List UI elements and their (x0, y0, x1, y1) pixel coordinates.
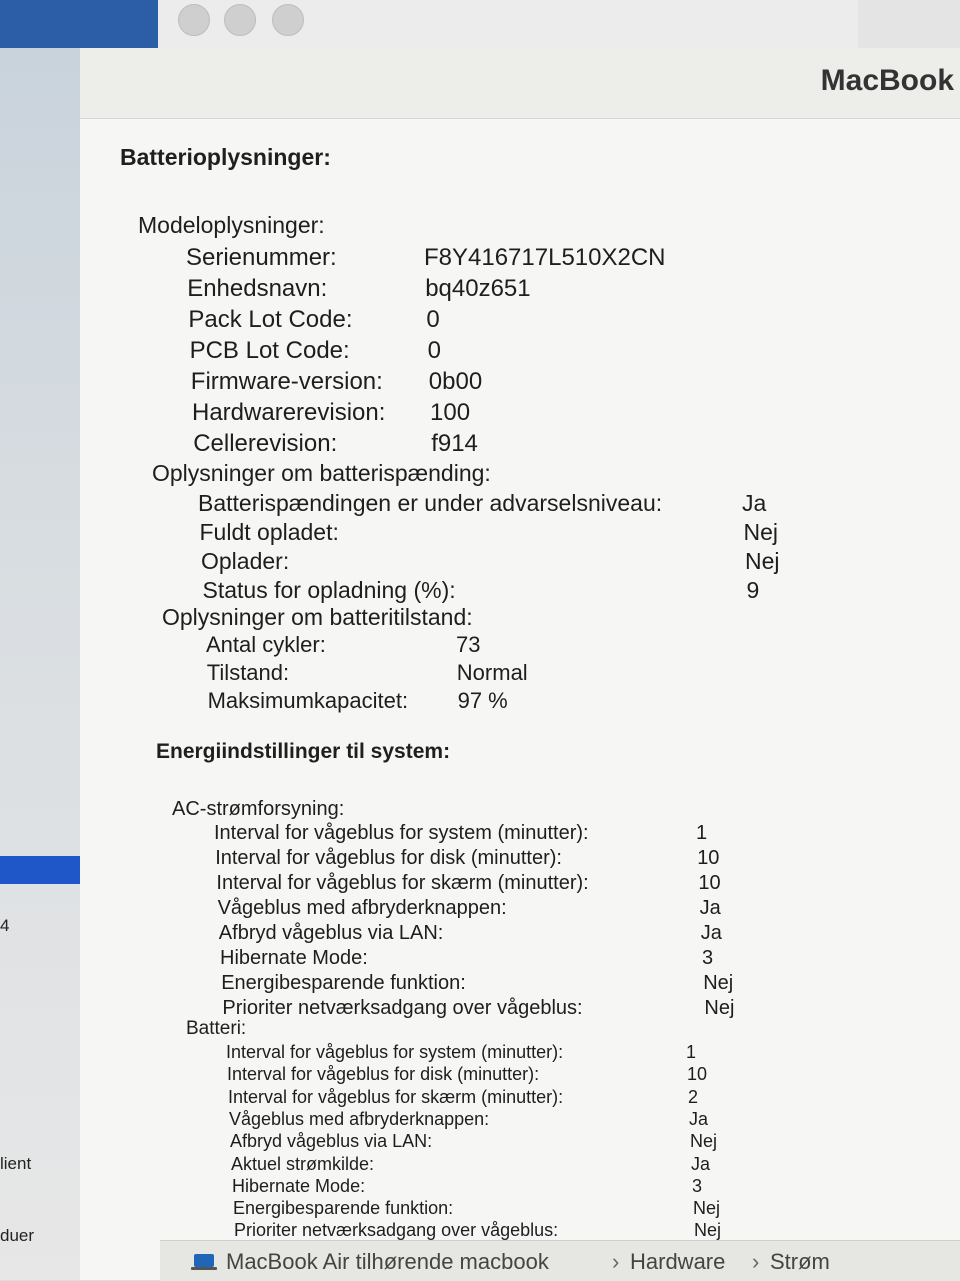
info-row-key: Batterispændingen er under advarselsniveau: (198, 490, 663, 516)
info-row-key: PCB Lot Code: (189, 337, 350, 364)
breadcrumb-separator: › (612, 1249, 620, 1274)
laptop-icon (194, 1254, 214, 1267)
info-row-key: Aktuel strømkilde: (231, 1153, 375, 1174)
info-row-key: Energibesparende funktion: (221, 972, 466, 994)
info-row-value: 10 (687, 1064, 708, 1085)
background-window-right (858, 0, 960, 48)
info-row-value: Ja (689, 1108, 709, 1129)
title-bar (158, 0, 858, 48)
info-row-key: Vågeblus med afbryderknappen: (229, 1108, 490, 1129)
main-panel (80, 48, 960, 1280)
info-row-value: 97 % (457, 688, 508, 713)
sidebar-fragment[interactable]: 4 (0, 916, 10, 935)
info-row-value: 100 (430, 399, 471, 426)
info-row-key: Tilstand: (206, 660, 290, 685)
info-row-key: Energibesparende funktion: (233, 1198, 454, 1219)
breadcrumb-separator: › (752, 1249, 760, 1274)
breadcrumb-item-device[interactable]: MacBook Air tilhørende macbook (226, 1249, 549, 1274)
info-row-key: Hibernate Mode: (220, 947, 368, 969)
info-row-value: 1 (686, 1042, 697, 1062)
info-row-key: Hardwarerevision: (192, 399, 386, 426)
info-row-key: Interval for vågeblus for disk (minutter): (227, 1064, 540, 1085)
info-row-key: Firmware-version: (190, 368, 383, 395)
info-row-key: Fuldt opladet: (199, 519, 339, 545)
info-row-value: 3 (692, 1175, 703, 1196)
info-row-key: Interval for vågeblus for skærm (minutter): (228, 1086, 564, 1107)
close-button[interactable] (178, 4, 210, 36)
info-row-value: 0b00 (428, 368, 483, 395)
battery-info-title: Batterioplysninger: (120, 144, 331, 170)
info-row-key: Vågeblus med afbryderknappen: (217, 897, 507, 919)
window-top-strip (0, 0, 960, 48)
breadcrumb-item-hardware[interactable]: Hardware (630, 1249, 726, 1274)
info-row-value: 2 (688, 1086, 699, 1107)
info-row-value: 9 (746, 577, 760, 603)
energy-settings-title: Energiindstillinger til system: (156, 740, 451, 763)
path-bar (160, 1240, 960, 1281)
breadcrumb-item-power[interactable]: Strøm (770, 1249, 830, 1274)
info-row-key: Prioriter netværksadgang over vågeblus: (234, 1220, 559, 1241)
info-row-value: 10 (698, 872, 721, 894)
info-row-key: Interval for vågeblus for disk (minutter): (215, 847, 562, 869)
info-row-value: 0 (426, 306, 440, 333)
info-row-value: Nej (690, 1131, 718, 1152)
info-row-key: Cellerevision: (193, 430, 338, 457)
ac-power-label: AC-strømforsyning: (172, 798, 345, 820)
info-row-value: Nej (745, 548, 780, 574)
info-row-key: Oplader: (201, 548, 290, 574)
info-row-value: Ja (691, 1153, 711, 1174)
info-row-value: Normal (456, 660, 528, 685)
sidebar (0, 48, 80, 1280)
info-row-key: Interval for vågeblus for skærm (minutter): (216, 872, 589, 894)
info-row-value: 73 (456, 632, 481, 657)
info-row-key: Maksimumkapacitet: (207, 688, 409, 713)
health-info-label: Oplysninger om batteritilstand: (162, 604, 473, 630)
info-row-value: 0 (427, 337, 441, 364)
info-row-value: Ja (742, 490, 767, 516)
info-row-value: 1 (696, 822, 708, 844)
battery-power-label: Batteri: (186, 1018, 247, 1039)
info-row-key: Serienummer: (186, 244, 337, 271)
minimize-button[interactable] (224, 4, 256, 36)
info-row-value: f914 (431, 430, 478, 457)
info-row-key: Afbryd vågeblus via LAN: (218, 922, 444, 944)
info-row-value: 3 (702, 947, 714, 969)
sidebar-fragment[interactable]: lient (0, 1154, 32, 1173)
info-row-key: Enhedsnavn: (187, 275, 328, 302)
info-row-value: Ja (700, 922, 722, 944)
info-row-key: Antal cykler: (206, 632, 326, 657)
info-row-key: Prioriter netværksadgang over vågeblus: (222, 997, 583, 1019)
info-row-value: Nej (704, 997, 735, 1019)
sidebar-fragment[interactable]: duer (0, 1226, 35, 1245)
info-row-key: Hibernate Mode: (232, 1175, 366, 1196)
info-row-key: Pack Lot Code: (188, 306, 353, 333)
info-row-value: Nej (693, 1198, 721, 1219)
window-title: MacBook (820, 64, 954, 97)
info-row-value: F8Y416717L510X2CN (424, 244, 666, 271)
info-row-key: Interval for vågeblus for system (minutter): (214, 822, 589, 844)
info-row-value: 10 (697, 847, 720, 869)
info-row-value: Ja (699, 897, 721, 919)
panel-header (80, 48, 960, 119)
info-row-key: Status for opladning (%): (202, 577, 456, 603)
charge-info-label: Oplysninger om batterispænding: (152, 460, 491, 486)
info-row-key: Afbryd vågeblus via LAN: (230, 1131, 433, 1152)
info-row-value: Nej (694, 1220, 722, 1241)
info-content[interactable] (80, 118, 960, 1278)
zoom-button[interactable] (272, 4, 304, 36)
info-row-value: Nej (703, 972, 734, 994)
info-row-value: Nej (743, 519, 779, 545)
info-row-value: bq40z651 (425, 275, 531, 302)
info-row-key: Interval for vågeblus for system (minutter): (226, 1042, 564, 1062)
background-window (0, 0, 158, 48)
model-info-label: Modeloplysninger: (138, 212, 325, 238)
